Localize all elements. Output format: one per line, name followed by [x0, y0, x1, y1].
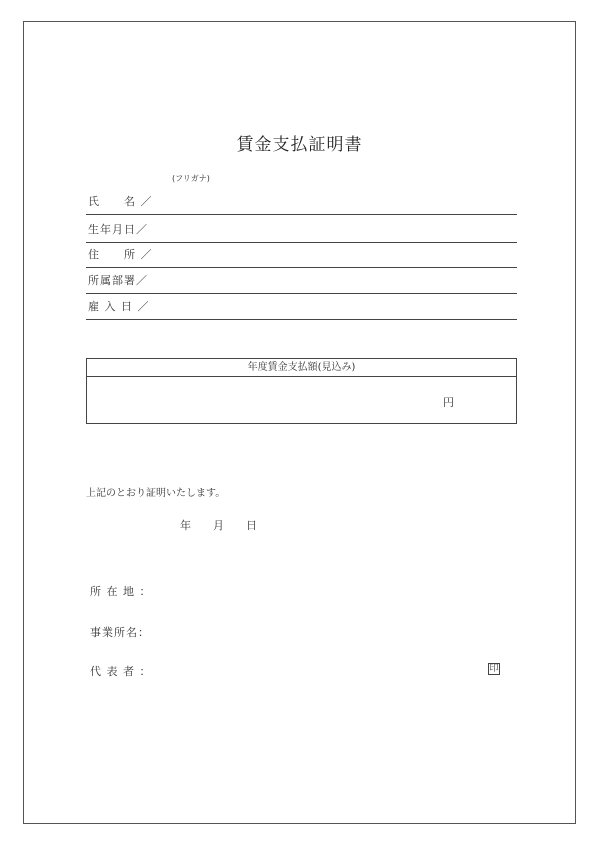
yen-unit: 円	[443, 396, 454, 409]
document-title: 賃金支払証明書	[236, 135, 363, 155]
field-birthdate[interactable]	[86, 219, 517, 243]
field-birthdate-label: 生年月日／	[88, 223, 148, 236]
field-hire-date-label: 雇 入 日 ／	[88, 300, 150, 313]
field-address-label: 住 所 ／	[88, 248, 153, 261]
field-address[interactable]	[86, 244, 517, 268]
amount-box	[86, 358, 517, 424]
certify-text: 上記のとおり証明いたします。	[86, 488, 226, 499]
field-hire-date[interactable]	[86, 296, 517, 320]
field-department-label: 所属部署／	[88, 274, 148, 287]
field-department[interactable]	[86, 270, 517, 294]
signature-office-name: 事業所名：	[90, 626, 150, 639]
field-name-label: 氏 名 ／	[88, 195, 153, 208]
seal-stamp-icon: 印	[489, 664, 499, 674]
field-name[interactable]	[86, 191, 517, 215]
signature-representative: 代 表 者 ：	[90, 665, 152, 678]
document-page	[23, 21, 576, 824]
signature-location: 所 在 地 ：	[90, 585, 152, 598]
date-line: 年 月 日	[180, 519, 257, 532]
furigana-label: (フリガナ)	[172, 174, 210, 183]
amount-header: 年度賃金支払額(見込み)	[87, 359, 516, 377]
